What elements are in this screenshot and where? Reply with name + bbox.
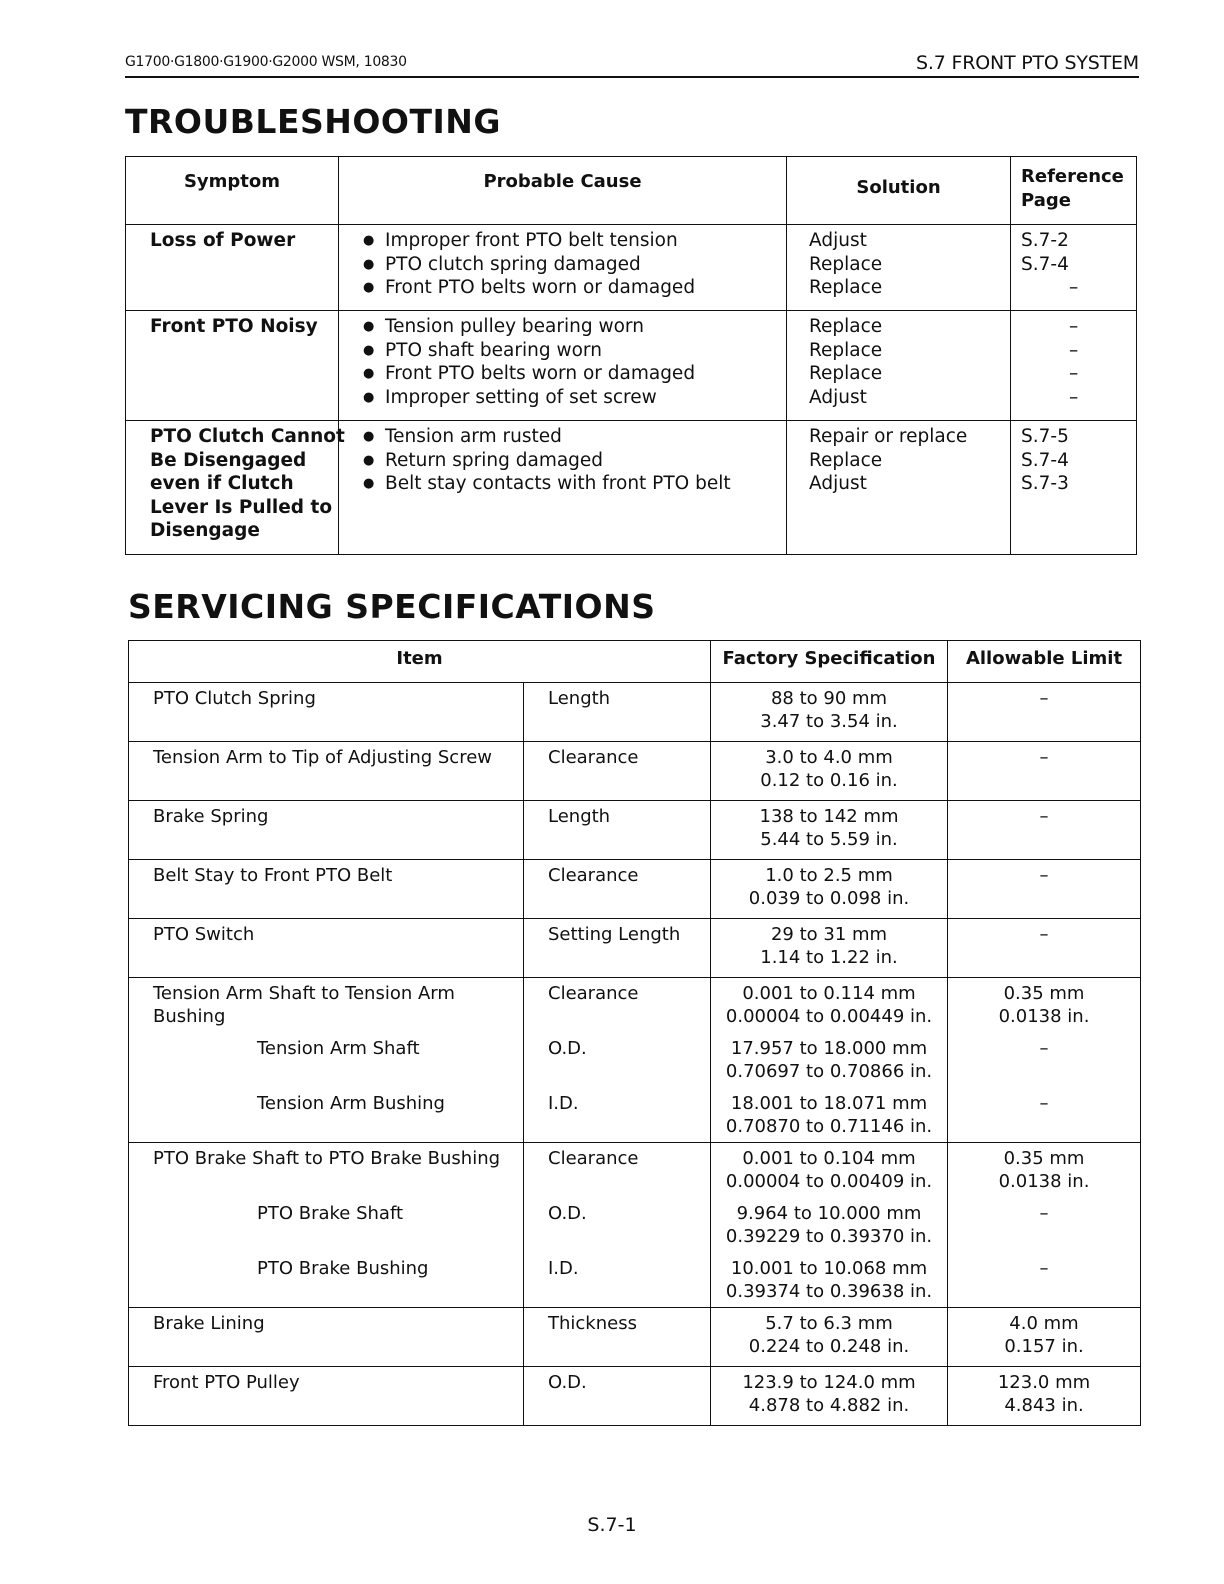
spec-item-cell <box>129 1308 524 1367</box>
reference-page: – <box>1069 386 1079 408</box>
spec-item-name: PTO Brake Shaft <box>257 1202 404 1224</box>
cause-text: Tension pulley bearing worn <box>385 316 644 337</box>
factory-spec-value: 3.0 to 4.0 mm <box>765 747 893 768</box>
allowable-limit-cell <box>948 1143 1141 1198</box>
bullet-icon: ● <box>363 389 375 405</box>
spec-item-name: Tension Arm Shaft to Tension Arm <box>153 983 455 1004</box>
symptom-line: PTO Clutch Cannot <box>150 426 345 447</box>
col-header-symptom: Symptom <box>126 157 339 225</box>
cause-item <box>363 253 776 277</box>
cause-item <box>363 276 776 300</box>
allowable-limit-value: 0.0138 in. <box>998 1171 1090 1192</box>
reference-page: – <box>1069 363 1079 385</box>
factory-spec-value: 0.00004 to 0.00409 in. <box>725 1171 933 1192</box>
cause-item <box>363 339 776 363</box>
solution-item: Replace <box>809 316 883 337</box>
cause-text: Tension arm rusted <box>385 426 562 447</box>
factory-spec-value: 0.001 to 0.114 mm <box>742 983 916 1004</box>
cause-text: PTO clutch spring damaged <box>385 253 641 275</box>
spec-parameter-cell: Setting Length <box>524 919 711 978</box>
spec-item-name: Belt Stay to Front PTO Belt <box>153 865 393 886</box>
reference-header-line2: Page <box>1021 190 1071 211</box>
header-section-title: S.7 FRONT PTO SYSTEM <box>916 52 1139 74</box>
factory-spec-value: 0.39374 to 0.39638 in. <box>725 1280 933 1302</box>
spec-item-cell <box>129 683 524 742</box>
allowable-limit-cell <box>948 801 1141 860</box>
spec-parameter-cell: Clearance <box>524 1143 711 1198</box>
solution-cell <box>787 311 1011 421</box>
factory-spec-value: 1.14 to 1.22 in. <box>760 947 898 968</box>
spec-row <box>129 801 1141 860</box>
allowable-limit-value: 0.157 in. <box>1004 1336 1084 1357</box>
bullet-icon: ● <box>363 476 375 492</box>
col-header-factory-spec: Factory Specification <box>711 641 948 683</box>
solution-item: Replace <box>809 277 883 299</box>
cause-item <box>363 449 776 473</box>
cause-item <box>363 229 776 253</box>
factory-spec-value: 123.9 to 124.0 mm <box>742 1372 916 1393</box>
factory-spec-value: 9.964 to 10.000 mm <box>736 1202 922 1224</box>
cause-item <box>363 386 776 410</box>
spec-item-cell <box>129 1143 524 1198</box>
allowable-limit-cell <box>948 1033 1141 1088</box>
col-header-solution <box>787 157 1011 225</box>
cause-text: Return spring damaged <box>385 449 604 471</box>
factory-spec-value: 18.001 to 18.071 mm <box>730 1092 928 1114</box>
allowable-limit-cell <box>948 1198 1141 1253</box>
allowable-limit-value: – <box>1039 688 1049 709</box>
reference-page: S.7-5 <box>1021 426 1069 447</box>
solution-item: Replace <box>809 339 883 361</box>
factory-spec-cell <box>711 801 948 860</box>
spec-item-name: Bushing <box>153 1006 226 1027</box>
solution-item: Replace <box>809 253 883 275</box>
factory-spec-value: 0.70697 to 0.70866 in. <box>725 1060 933 1082</box>
spec-row <box>129 978 1141 1033</box>
symptom-cell <box>126 311 339 421</box>
allowable-limit-cell <box>948 1367 1141 1426</box>
spec-item-cell <box>129 1088 524 1143</box>
specifications-header-row <box>129 641 1141 683</box>
factory-spec-value: 0.12 to 0.16 in. <box>760 770 898 791</box>
spec-item-name: Brake Spring <box>153 806 269 827</box>
spec-item-cell <box>129 1033 524 1088</box>
spec-parameter-cell: Clearance <box>524 978 711 1033</box>
cause-text: Improper front PTO belt tension <box>385 230 678 251</box>
reference-page: – <box>1069 339 1079 361</box>
col-header-allowable-limit: Allowable Limit <box>948 641 1141 683</box>
bullet-icon: ● <box>363 233 375 248</box>
factory-spec-cell <box>711 1033 948 1088</box>
servicing-specifications-table <box>128 640 1141 1426</box>
cause-item <box>363 315 776 339</box>
symptom-line: Front PTO Noisy <box>150 316 318 337</box>
factory-spec-value: 0.224 to 0.248 in. <box>748 1336 910 1357</box>
spec-item-name: PTO Switch <box>153 924 255 945</box>
spec-item-name: Front PTO Pulley <box>153 1372 300 1393</box>
reference-page-cell <box>1011 311 1137 421</box>
allowable-limit-value: 0.35 mm <box>1003 983 1085 1004</box>
symptom-cell <box>126 421 345 555</box>
allowable-limit-cell <box>948 1088 1141 1143</box>
spec-item-cell <box>129 919 524 978</box>
spec-item-cell <box>129 1198 524 1253</box>
page-number: S.7-1 <box>587 1514 637 1536</box>
solution-item: Replace <box>809 449 883 471</box>
spec-row <box>129 919 1141 978</box>
solution-item: Replace <box>809 363 883 385</box>
factory-spec-cell <box>711 978 948 1033</box>
allowable-limit-value: – <box>1039 806 1049 827</box>
spec-row <box>129 1367 1141 1426</box>
reference-page: – <box>1069 316 1079 337</box>
spec-item-name: PTO Brake Bushing <box>257 1257 429 1279</box>
spec-item-cell <box>129 1367 524 1426</box>
servicing-specifications-title: SERVICING SPECIFICATIONS <box>128 587 656 626</box>
spec-row <box>129 1253 1141 1308</box>
reference-page-cell <box>1011 421 1137 555</box>
factory-spec-value: 17.957 to 18.000 mm <box>730 1037 928 1059</box>
allowable-limit-value: – <box>1039 865 1049 886</box>
spec-row <box>129 1033 1141 1088</box>
factory-spec-value: 88 to 90 mm <box>770 688 888 709</box>
cause-text: PTO shaft bearing worn <box>385 339 602 361</box>
factory-spec-value: 4.878 to 4.882 in. <box>748 1395 910 1416</box>
factory-spec-value: 0.00004 to 0.00449 in. <box>725 1006 933 1027</box>
spec-item-cell <box>129 801 524 860</box>
allowable-limit-value: – <box>1039 1092 1049 1114</box>
allowable-limit-cell <box>948 683 1141 742</box>
probable-cause-cell <box>339 225 787 311</box>
factory-spec-cell <box>711 860 948 919</box>
allowable-limit-value: – <box>1039 924 1049 945</box>
solution-cell <box>787 421 1011 555</box>
factory-spec-cell <box>711 742 948 801</box>
spec-row <box>129 683 1141 742</box>
allowable-limit-value: – <box>1039 1037 1049 1059</box>
reference-page-cell <box>1011 225 1137 311</box>
bullet-icon: ● <box>363 429 375 444</box>
spec-parameter-cell: Length <box>524 683 711 742</box>
symptom-line: Lever Is Pulled to <box>150 496 333 518</box>
allowable-limit-cell <box>948 919 1141 978</box>
troubleshooting-title: TROUBLESHOOTING <box>125 102 501 141</box>
solution-item: Adjust <box>809 473 867 495</box>
allowable-limit-cell <box>948 742 1141 801</box>
spec-parameter-cell: Thickness <box>524 1308 711 1367</box>
factory-spec-cell <box>711 1308 948 1367</box>
troubleshooting-table <box>125 156 1137 555</box>
allowable-limit-cell <box>948 1308 1141 1367</box>
col-header-reference <box>1011 157 1137 225</box>
factory-spec-value: 3.47 to 3.54 in. <box>760 711 898 732</box>
allowable-limit-cell <box>948 1253 1141 1308</box>
spec-row <box>129 742 1141 801</box>
factory-spec-value: 29 to 31 mm <box>770 924 888 945</box>
factory-spec-value: 0.39229 to 0.39370 in. <box>725 1225 933 1247</box>
allowable-limit-value: 4.843 in. <box>1004 1395 1084 1416</box>
spec-row <box>129 1308 1141 1367</box>
factory-spec-cell <box>711 1198 948 1253</box>
bullet-icon: ● <box>363 366 375 382</box>
troubleshooting-row <box>126 421 1137 555</box>
symptom-line: Disengage <box>150 520 260 542</box>
reference-page: S.7-4 <box>1021 253 1069 275</box>
page-header <box>125 52 1139 78</box>
header-manual-id: G1700·G1800·G1900·G2000 WSM, 10830 <box>125 54 407 70</box>
solution-item: Repair or replace <box>809 426 968 447</box>
allowable-limit-value: 123.0 mm <box>997 1372 1091 1393</box>
factory-spec-value: 0.70870 to 0.71146 in. <box>725 1115 933 1137</box>
spec-parameter-cell: Clearance <box>524 860 711 919</box>
troubleshooting-row <box>126 225 1137 311</box>
spec-item-name: Brake Lining <box>153 1313 265 1334</box>
factory-spec-value: 5.7 to 6.3 mm <box>765 1313 893 1334</box>
symptom-line: Be Disengaged <box>150 449 307 471</box>
reference-page: – <box>1069 277 1079 299</box>
allowable-limit-value: 0.35 mm <box>1003 1148 1085 1169</box>
reference-header-line1: Reference <box>1021 166 1124 187</box>
cause-text: Improper setting of set screw <box>385 386 657 408</box>
spec-item-name: Tension Arm Bushing <box>257 1092 445 1114</box>
cause-item <box>363 425 776 449</box>
spec-row <box>129 1198 1141 1253</box>
allowable-limit-value: – <box>1039 1257 1049 1279</box>
factory-spec-value: 138 to 142 mm <box>759 806 899 827</box>
col-header-cause: Probable Cause <box>339 157 787 225</box>
bullet-icon: ● <box>363 319 375 334</box>
symptom-line: Loss of Power <box>150 230 296 251</box>
spec-item-name: PTO Clutch Spring <box>153 688 316 709</box>
spec-item-name: Tension Arm Shaft <box>257 1037 420 1059</box>
spec-parameter-cell: O.D. <box>524 1367 711 1426</box>
factory-spec-value: 0.001 to 0.104 mm <box>742 1148 916 1169</box>
factory-spec-cell <box>711 1088 948 1143</box>
spec-item-cell <box>129 1253 524 1308</box>
spec-row <box>129 1143 1141 1198</box>
bullet-icon: ● <box>363 256 375 272</box>
allowable-limit-cell <box>948 860 1141 919</box>
factory-spec-value: 10.001 to 10.068 mm <box>730 1257 928 1279</box>
solution-item: Adjust <box>809 230 867 251</box>
bullet-icon: ● <box>363 342 375 358</box>
spec-item-name: Tension Arm to Tip of Adjusting Screw <box>153 747 492 768</box>
spec-item-cell <box>129 860 524 919</box>
factory-spec-value: 5.44 to 5.59 in. <box>760 829 898 850</box>
spec-item-cell <box>129 742 524 801</box>
cause-item <box>363 472 776 496</box>
allowable-limit-value: – <box>1039 1202 1049 1224</box>
cause-text: Front PTO belts worn or damaged <box>385 277 696 299</box>
allowable-limit-value: – <box>1039 747 1049 768</box>
cause-text: Belt stay contacts with front PTO belt <box>385 473 731 495</box>
bullet-icon: ● <box>363 280 375 296</box>
spec-row <box>129 1088 1141 1143</box>
spec-row <box>129 860 1141 919</box>
symptom-cell <box>126 225 339 311</box>
reference-page: S.7-2 <box>1021 230 1069 251</box>
factory-spec-value: 1.0 to 2.5 mm <box>765 865 893 886</box>
probable-cause-cell <box>339 421 787 555</box>
bullet-icon: ● <box>363 452 375 468</box>
spec-parameter-cell: O.D. <box>524 1198 711 1253</box>
allowable-limit-value: 4.0 mm <box>1009 1313 1079 1334</box>
factory-spec-cell <box>711 1253 948 1308</box>
factory-spec-cell <box>711 1143 948 1198</box>
cause-item <box>363 362 776 386</box>
factory-spec-cell <box>711 919 948 978</box>
reference-page: S.7-4 <box>1021 449 1069 471</box>
spec-parameter-cell: I.D. <box>524 1253 711 1308</box>
spec-parameter-cell: Clearance <box>524 742 711 801</box>
symptom-line: even if Clutch <box>150 473 294 495</box>
factory-spec-cell <box>711 683 948 742</box>
solution-header-label: Solution <box>856 177 941 198</box>
spec-item-cell <box>129 978 524 1033</box>
troubleshooting-header-row <box>126 157 1137 225</box>
solution-cell <box>787 225 1011 311</box>
spec-parameter-cell: I.D. <box>524 1088 711 1143</box>
spec-parameter-cell: O.D. <box>524 1033 711 1088</box>
factory-spec-cell <box>711 1367 948 1426</box>
cause-text: Front PTO belts worn or damaged <box>385 363 696 385</box>
col-header-item: Item <box>129 641 711 683</box>
allowable-limit-value: 0.0138 in. <box>998 1006 1090 1027</box>
factory-spec-value: 0.039 to 0.098 in. <box>748 888 910 909</box>
troubleshooting-row <box>126 311 1137 421</box>
probable-cause-cell <box>339 311 787 421</box>
spec-item-name: PTO Brake Shaft to PTO Brake Bushing <box>153 1148 501 1169</box>
spec-parameter-cell: Length <box>524 801 711 860</box>
solution-item: Adjust <box>809 386 867 408</box>
allowable-limit-cell <box>948 978 1141 1033</box>
reference-page: S.7-3 <box>1021 473 1069 495</box>
